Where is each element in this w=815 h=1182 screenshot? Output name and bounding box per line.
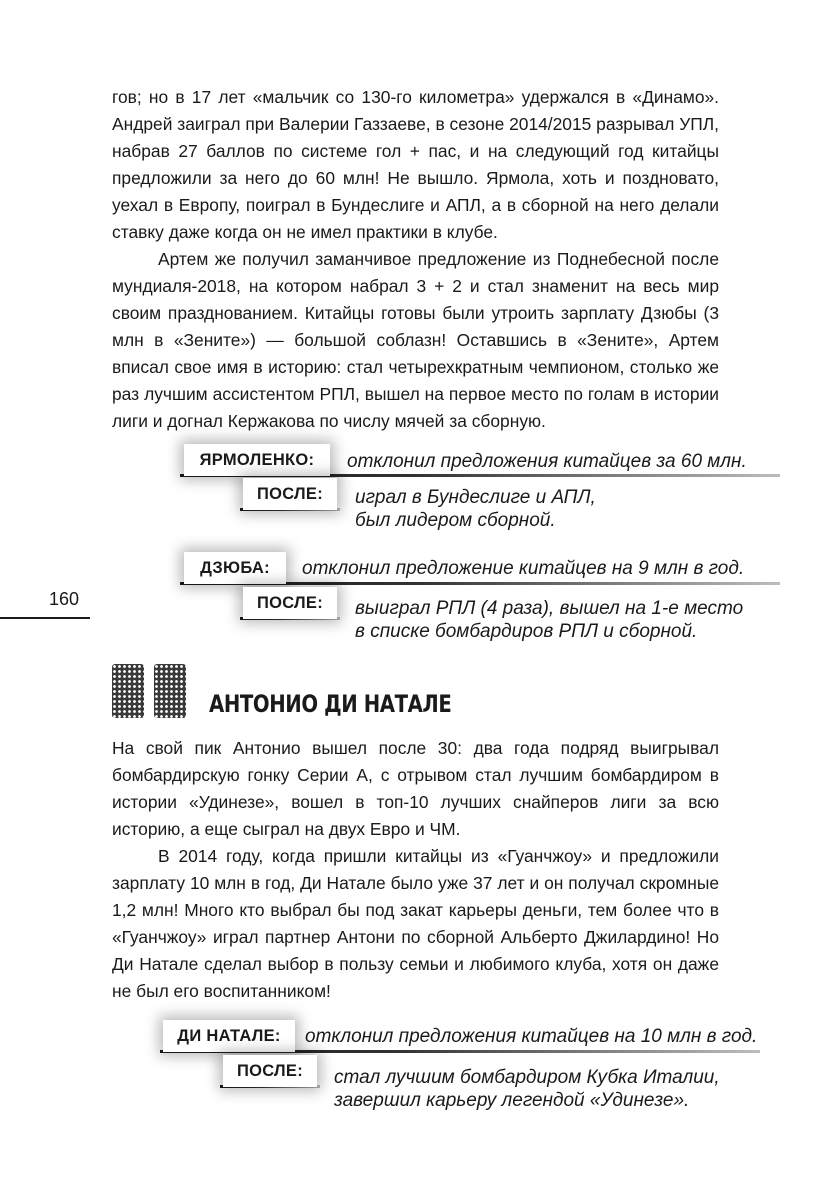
body-paragraph: гов; но в 17 лет «мальчик со 130-го километра» удержался в «Динамо». Андрей заиграл при Валерии Газзаеве, в сезоне 2014/2015 разрывал УПЛ, набрав 27 баллов по системе гол + пас, и на следующий год китайцы предложили за него до 60 млн! Не вышло. Ярмола, хоть и поздновато, уехал в Европу, поиграл в Бундеслиге и АПЛ, а в сборной на него делали ставку даже когда он не имел практики в клубе. xyxy=(112,87,719,242)
page-number: 160 xyxy=(48,589,80,609)
callout-text-di-natale: отклонил предложения китайцев на 10 млн в год. xyxy=(305,1026,758,1047)
body-paragraph: Артем же получил заманчивое предложение из Поднебесной после мундиаля-2018, на котором набрал 3 + 2 и стал знаменит на весь мир своим празднованием. Китайцы готовы были утроить зарплату Дзюбы (3 млн в «Зените») — большой соблазн! Оставшись в «Зените», Артем вписал свое имя в историю: стал четырехкратным чемпионом, столько же раз лучшим ассистентом РПЛ, вышел на первое место по голам в истории лиги и догнал Кержакова по числу мячей за сборную. xyxy=(112,249,719,431)
callout-after-line2-yarmolenko: был лидером сборной. xyxy=(355,510,556,531)
callout-after-line2-dzyuba: в списке бомбардиров РПЛ и сборной. xyxy=(355,621,698,642)
section-number-digit xyxy=(154,664,186,718)
callout-after-line1-dzyuba: выиграл РПЛ (4 раза), вышел на 1-е место xyxy=(355,598,744,619)
callout-label-di-natale: ДИ НАТАЛЕ: xyxy=(163,1020,295,1052)
page-number-rule xyxy=(0,617,90,619)
section-number xyxy=(112,664,186,718)
callout-after-line1-di-natale: стал лучшим бомбардиром Кубка Италии, xyxy=(334,1067,720,1088)
callout-after-line1-yarmolenko: играл в Бундеслиге и АПЛ, xyxy=(355,487,596,508)
callout-label-yarmolenko: ЯРМОЛЕНКО: xyxy=(184,444,330,476)
callout-label-dzyuba: ДЗЮБА: xyxy=(184,552,286,584)
callout-text-dzyuba: отклонил предложение китайцев на 9 млн в год. xyxy=(302,558,745,579)
callout-after-label-yarmolenko: ПОСЛЕ: xyxy=(243,478,337,510)
section-title: АНТОНИО ДИ НАТАЛЕ xyxy=(209,690,452,718)
callout-after-line2-di-natale: завершил карьеру легендой «Удинезе». xyxy=(334,1090,690,1111)
section-number-digit xyxy=(112,664,144,718)
callout-after-label-dzyuba: ПОСЛЕ: xyxy=(243,587,337,619)
callout-text-yarmolenko: отклонил предложения китайцев за 60 млн. xyxy=(347,451,747,472)
body-paragraph: В 2014 году, когда пришли китайцы из «Гуанчжоу» и предложили зарплату 10 млн в год, Ди Натале было уже 37 лет и он получал скромные 1,2 млн! Много кто выбрал бы под закат карьеры деньги, тем более что в «Гуанчжоу» играл партнер Антони по сборной Альберто Джилардино! Но Ди Натале сделал выбор в пользу семьи и любимого клуба, хотя он даже не был его воспитанником! xyxy=(112,846,719,1001)
callout-after-label-di-natale: ПОСЛЕ: xyxy=(223,1055,317,1087)
body-paragraph: На свой пик Антонио вышел после 30: два года подряд выигрывал бомбардирскую гонку Серии А, с отрывом стал лучшим бомбардиром в истории «Удинезе», вошел в топ-10 лучших снайперов лиги за всю историю, а еще сыграл на двух Евро и ЧМ. xyxy=(112,738,719,839)
